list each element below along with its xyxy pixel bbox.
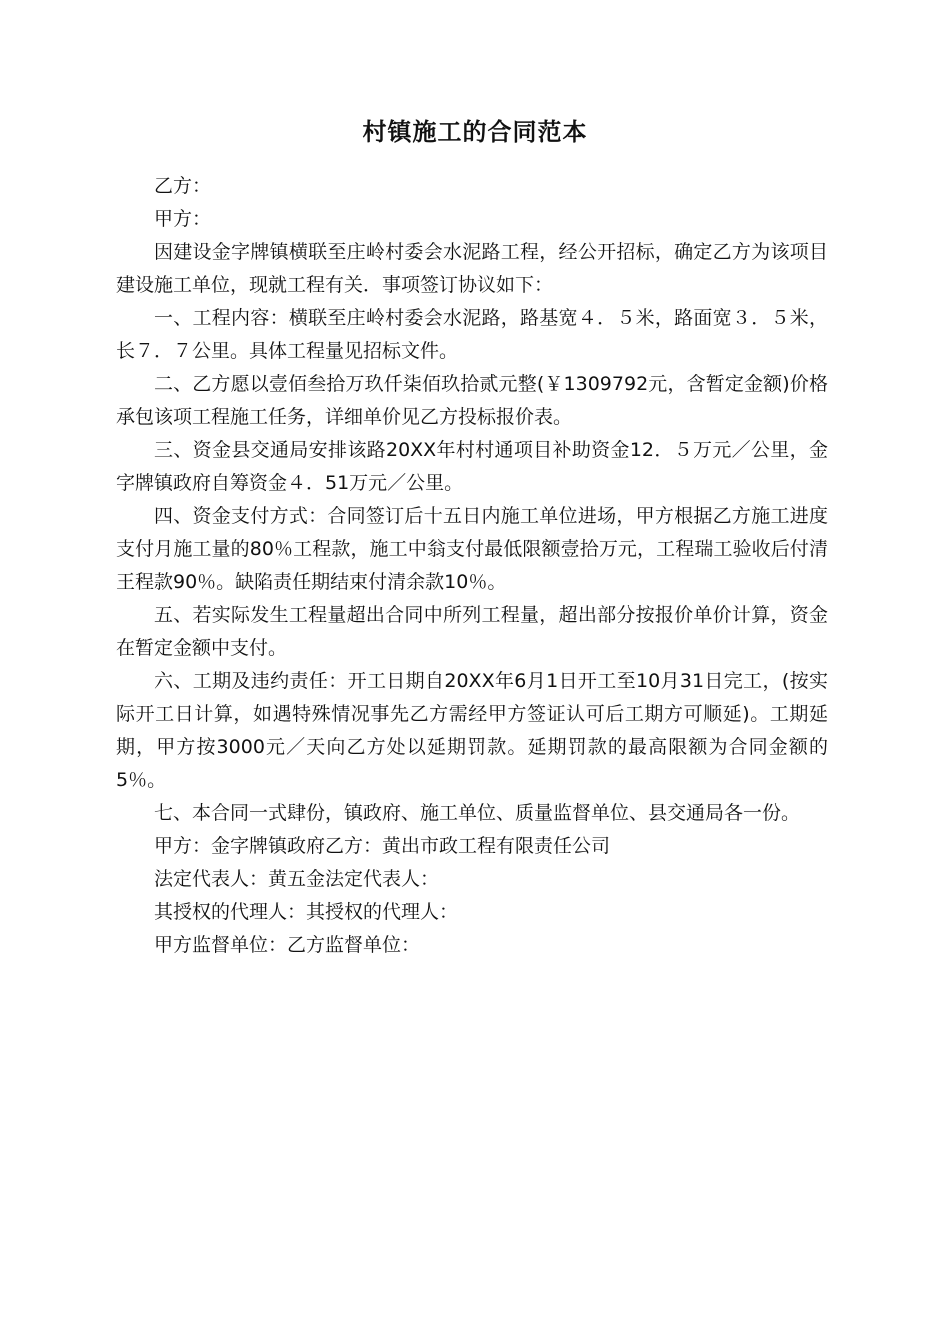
signature-parties-line: 甲方：金字牌镇政府乙方：黄出市政工程有限责任公司 (154, 835, 611, 857)
document-title: 村镇施工的合同范本 (362, 118, 588, 146)
clause-4-paragraph: 四、资金支付方式：合同签订后十五日内施工单位进场，甲方根据乙方施工进度支付月施工量的80％工程款，施工中翁支付最低限额壹拾万元，工程瑞工验收后付清王程款90％。缺陷责任期结束付清余款10％。 (116, 505, 828, 593)
signature-agent-line: 其授权的代理人：其授权的代理人： (154, 901, 459, 923)
document-body (116, 170, 828, 962)
clause-6-paragraph: 六、工期及违约责任：开工日期自20XX年6月1日开工至10月31日完工，(按实际开工日计算，如遇特殊情况事先乙方需经甲方签证认可后工期方可顺延)。工期延期，甲方按3000元／天向乙方处以延期罚款。延期罚款的最高限额为合同金额的5％。 (116, 670, 828, 791)
clause-1-paragraph: 一、工程内容：横联至庄岭村委会水泥路，路基宽４．５米，路面宽３．５米，长７．７公里。具体工程量见招标文件。 (116, 307, 828, 362)
clause-2-paragraph: 二、乙方愿以壹佰叁拾万玖仟柒佰玖拾贰元整(￥1309792元，含暂定金额)价格承包该项工程施工任务，详细单价见乙方投标报价表。 (116, 373, 828, 428)
clause-3-paragraph: 三、资金县交通局安排该路20XX年村村通项目补助资金12．５万元／公里，金字牌镇政府自筹资金４．51万元／公里。 (116, 439, 828, 494)
party-b-line: 乙方： (154, 175, 212, 197)
clause-7-paragraph: 七、本合同一式肆份，镇政府、施工单位、质量监督单位、县交通局各一份。 (154, 802, 801, 824)
signature-supervisor-line: 甲方监督单位：乙方监督单位： (154, 934, 421, 956)
party-a-line: 甲方： (154, 208, 212, 230)
signature-legal-rep-line: 法定代表人：黄五金法定代表人： (154, 868, 440, 890)
preamble-paragraph: 因建设金字牌镇横联至庄岭村委会水泥路工程，经公开招标，确定乙方为该项目建设施工单位，现就工程有关．事项签订协议如下： (116, 241, 828, 296)
clause-5-paragraph: 五、若实际发生工程量超出合同中所列工程量，超出部分按报价单价计算，资金在暂定金额中支付。 (116, 604, 828, 659)
